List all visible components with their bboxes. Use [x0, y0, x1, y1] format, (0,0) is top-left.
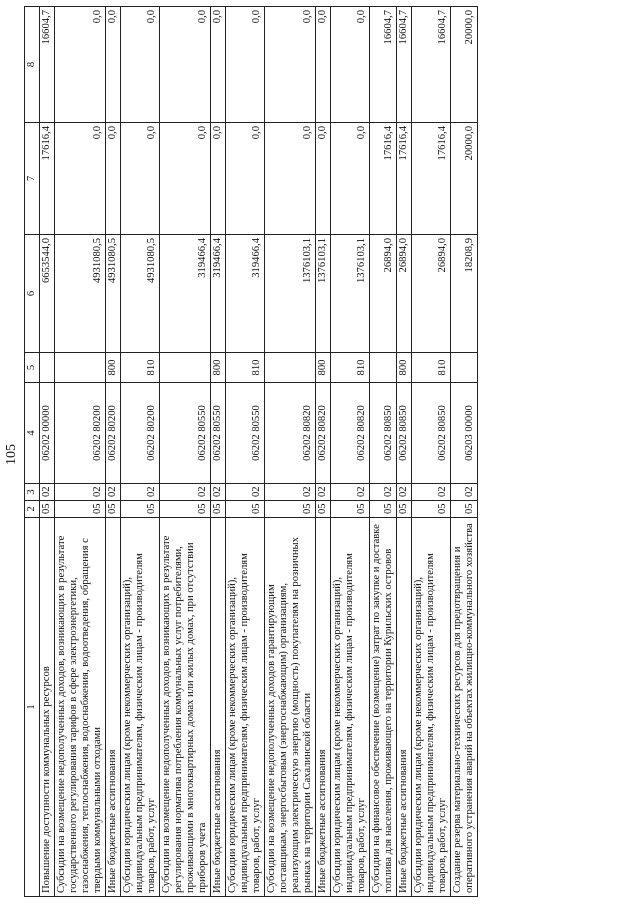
target-article-cell: 06202 80200 [55, 383, 106, 484]
budget-table [24, 6, 478, 897]
amount-col8-cell: 16604,7 [40, 7, 55, 123]
amount-col6-cell: 1376103,1 [265, 235, 316, 353]
amount-col7-cell: 0,0 [121, 123, 160, 235]
table-row [55, 7, 106, 897]
table-row [265, 7, 316, 897]
subsection-cell: 02 [106, 484, 121, 501]
amount-col8-cell: 0,0 [160, 7, 211, 123]
section-cell: 05 [331, 501, 370, 518]
target-article-cell: 06202 80820 [265, 383, 316, 484]
column-header: 8 [25, 7, 40, 123]
expense-type-cell [370, 353, 397, 383]
column-header: 7 [25, 123, 40, 235]
expense-type-cell [160, 353, 211, 383]
amount-col8-cell: 0,0 [55, 7, 106, 123]
row-name-cell: Субсидии юридическим лицам (кроме некоммерческих организаций), индивидуальным предпринимателям, физическим лицам - производителям товаров, работ, услуг [226, 518, 265, 897]
table-body [25, 7, 478, 897]
amount-col7-cell: 17616,4 [370, 123, 397, 235]
amount-col7-cell: 0,0 [160, 123, 211, 235]
table-row [121, 7, 160, 897]
expense-type-cell [40, 353, 55, 383]
expense-type-cell: 800 [316, 353, 331, 383]
amount-col8-cell: 0,0 [265, 7, 316, 123]
table-row [211, 7, 226, 897]
target-article-cell: 06202 00000 [40, 383, 55, 484]
column-header: 3 [25, 484, 40, 501]
target-article-cell: 06202 80850 [397, 383, 412, 484]
expense-type-cell: 810 [331, 353, 370, 383]
amount-col6-cell: 4931080,5 [106, 235, 121, 353]
header-row [25, 7, 40, 897]
section-cell: 05 [397, 501, 412, 518]
expense-type-cell: 800 [106, 353, 121, 383]
target-article-cell: 06202 80200 [121, 383, 160, 484]
amount-col8-cell: 0,0 [226, 7, 265, 123]
amount-col7-cell: 0,0 [226, 123, 265, 235]
amount-col6-cell: 1376103,1 [316, 235, 331, 353]
amount-col6-cell: 4931080,5 [121, 235, 160, 353]
amount-col8-cell: 0,0 [211, 7, 226, 123]
row-name-cell: Субсидии юридическим лицам (кроме некоммерческих организаций), индивидуальным предпринимателям, физическим лицам - производителям товаров, работ, услуг [331, 518, 370, 897]
table-row [397, 7, 412, 897]
expense-type-cell [451, 353, 478, 383]
amount-col7-cell: 0,0 [265, 123, 316, 235]
table-row [226, 7, 265, 897]
subsection-cell: 02 [40, 484, 55, 501]
section-cell: 05 [265, 501, 316, 518]
expense-type-cell: 810 [412, 353, 451, 383]
target-article-cell: 06202 80850 [412, 383, 451, 484]
amount-col8-cell: 0,0 [121, 7, 160, 123]
amount-col8-cell: 0,0 [106, 7, 121, 123]
table-row [370, 7, 397, 897]
table-row [316, 7, 331, 897]
subsection-cell: 02 [55, 484, 106, 501]
subsection-cell: 02 [316, 484, 331, 501]
subsection-cell: 02 [211, 484, 226, 501]
amount-col7-cell: 17616,4 [412, 123, 451, 235]
table-row [412, 7, 451, 897]
subsection-cell: 02 [412, 484, 451, 501]
expense-type-cell: 800 [211, 353, 226, 383]
target-article-cell: 06203 00000 [451, 383, 478, 484]
amount-col8-cell: 16604,7 [370, 7, 397, 123]
row-name-cell: Иные бюджетные ассигнования [397, 518, 412, 897]
target-article-cell: 06202 80550 [226, 383, 265, 484]
row-name-cell: Субсидии на возмещение недополученных доходов, возникающих в результате регулирования норматива потребления коммунальных услуг потребителями, проживающими в многоквартирных домах или жилых домах, при отсутствии приборов учета [160, 518, 211, 897]
expense-type-cell: 810 [121, 353, 160, 383]
column-header: 1 [25, 518, 40, 897]
amount-col7-cell: 0,0 [331, 123, 370, 235]
amount-col6-cell: 319466,4 [160, 235, 211, 353]
section-cell: 05 [451, 501, 478, 518]
amount-col6-cell: 4931080,5 [55, 235, 106, 353]
column-header: 6 [25, 235, 40, 353]
amount-col6-cell: 18208,9 [451, 235, 478, 353]
section-cell: 05 [55, 501, 106, 518]
table-row [106, 7, 121, 897]
table-row [160, 7, 211, 897]
row-name-cell: Субсидии на финансовое обеспечение (возмещение) затрат по закупке и доставке топлива для населения, проживающего на территории Курильских островов [370, 518, 397, 897]
amount-col7-cell: 17616,4 [40, 123, 55, 235]
subsection-cell: 02 [331, 484, 370, 501]
section-cell: 05 [316, 501, 331, 518]
row-name-cell: Иные бюджетные ассигнования [316, 518, 331, 897]
amount-col6-cell: 26894,0 [397, 235, 412, 353]
subsection-cell: 02 [370, 484, 397, 501]
subsection-cell: 02 [451, 484, 478, 501]
expense-type-cell: 800 [397, 353, 412, 383]
section-cell: 05 [160, 501, 211, 518]
subsection-cell: 02 [121, 484, 160, 501]
column-header: 2 [25, 501, 40, 518]
row-name-cell: Создание резерва материально-технических ресурсов для предотвращения и оперативного устранения аварий на объектах жилищно-коммунального хозяйства [451, 518, 478, 897]
target-article-cell: 06202 80820 [331, 383, 370, 484]
amount-col8-cell: 0,0 [331, 7, 370, 123]
target-article-cell: 06202 80550 [211, 383, 226, 484]
row-name-cell: Иные бюджетные ассигнования [211, 518, 226, 897]
amount-col8-cell: 0,0 [316, 7, 331, 123]
amount-col7-cell: 20000,0 [451, 123, 478, 235]
section-cell: 05 [40, 501, 55, 518]
section-cell: 05 [370, 501, 397, 518]
section-cell: 05 [412, 501, 451, 518]
amount-col7-cell: 0,0 [106, 123, 121, 235]
amount-col7-cell: 0,0 [211, 123, 226, 235]
amount-col7-cell: 0,0 [55, 123, 106, 235]
target-article-cell: 06202 80820 [316, 383, 331, 484]
row-name-cell: Субсидии юридическим лицам (кроме некоммерческих организаций), индивидуальным предпринимателям, физическим лицам - производителям товаров, работ, услуг [412, 518, 451, 897]
section-cell: 05 [211, 501, 226, 518]
section-cell: 05 [106, 501, 121, 518]
target-article-cell: 06202 80850 [370, 383, 397, 484]
subsection-cell: 02 [226, 484, 265, 501]
amount-col6-cell: 6653544,0 [40, 235, 55, 353]
row-name-cell: Иные бюджетные ассигнования [106, 518, 121, 897]
row-name-cell: Субсидии юридическим лицам (кроме некоммерческих организаций), индивидуальным предпринимателям, физическим лицам - производителям товаров, работ, услуг [121, 518, 160, 897]
section-cell: 05 [121, 501, 160, 518]
row-name-cell: Повышение доступности коммунальных ресурсов [40, 518, 55, 897]
target-article-cell: 06202 80550 [160, 383, 211, 484]
subsection-cell: 02 [397, 484, 412, 501]
page-number: 105 [4, 444, 19, 465]
amount-col6-cell: 26894,0 [412, 235, 451, 353]
amount-col8-cell: 20000,0 [451, 7, 478, 123]
row-name-cell: Субсидии на возмещение недополученных доходов, возникающих в результате государственного регулирования тарифов в сфере электроэнергетики, газоснабжения, теплоснабжения, водоснабжения, водоотведения, обращения с твердыми коммунальными отходами [55, 518, 106, 897]
amount-col6-cell: 319466,4 [211, 235, 226, 353]
amount-col8-cell: 16604,7 [412, 7, 451, 123]
amount-col8-cell: 16604,7 [397, 7, 412, 123]
target-article-cell: 06202 80200 [106, 383, 121, 484]
amount-col6-cell: 319466,4 [226, 235, 265, 353]
amount-col6-cell: 26894,0 [370, 235, 397, 353]
table-row [331, 7, 370, 897]
amount-col6-cell: 1376103,1 [331, 235, 370, 353]
expense-type-cell [55, 353, 106, 383]
subsection-cell: 02 [160, 484, 211, 501]
column-header: 5 [25, 353, 40, 383]
table-row [451, 7, 478, 897]
amount-col7-cell: 0,0 [316, 123, 331, 235]
section-cell: 05 [226, 501, 265, 518]
table-row [40, 7, 55, 897]
expense-type-cell: 810 [226, 353, 265, 383]
subsection-cell: 02 [265, 484, 316, 501]
column-header: 4 [25, 383, 40, 484]
amount-col7-cell: 17616,4 [397, 123, 412, 235]
expense-type-cell [265, 353, 316, 383]
row-name-cell: Субсидии на возмещение недополученных доходов гарантирующим поставщикам, энергосбытовым (энергоснабжающим) организациям, реализующим электрическую энергию (мощность) покупателям на розничных рынках на территории Сахалинской области [265, 518, 316, 897]
